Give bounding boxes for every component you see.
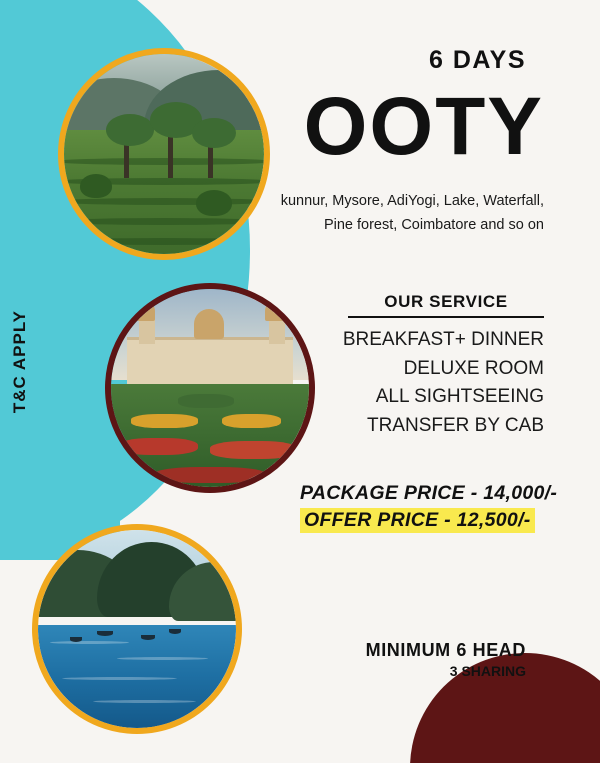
service-item: BREAKFAST+ DINNER <box>342 329 544 350</box>
tree-crown <box>106 114 154 146</box>
poster-content-column <box>278 0 568 763</box>
service-item: ALL SIGHTSEEING <box>375 386 544 407</box>
ooty-lake-image <box>38 530 236 728</box>
palace-dome <box>135 301 155 321</box>
tea-row <box>64 158 264 165</box>
duration-label: 6 DAYS <box>428 46 526 74</box>
water-ripple <box>117 657 208 660</box>
flower-bed <box>222 414 281 428</box>
tree-crown <box>192 118 236 148</box>
terms-and-conditions-note: T&C APPLY <box>10 310 29 414</box>
tea-row <box>64 218 264 225</box>
water-ripple <box>62 677 177 680</box>
tea-row <box>64 198 264 205</box>
service-list <box>278 326 544 440</box>
offer-price: OFFER PRICE - 12,500/- <box>300 508 535 533</box>
hedge <box>178 394 233 408</box>
tea-bush <box>80 174 112 198</box>
ooty-lake-photo <box>32 524 242 734</box>
boat <box>141 635 155 640</box>
boat <box>70 637 82 642</box>
flower-bed <box>119 438 198 456</box>
boat <box>169 629 181 634</box>
water-ripple <box>50 641 129 644</box>
service-heading: OUR SERVICE <box>348 292 544 318</box>
palace-tower <box>139 317 155 345</box>
flower-bed <box>155 467 266 483</box>
tea-bush <box>196 190 232 216</box>
price-block <box>300 482 568 533</box>
service-item: TRANSFER BY CAB <box>366 414 544 436</box>
places-list: kunnur, Mysore, AdiYogi, Lake, Waterfall, Pine forest, Coimbatore and so on <box>280 193 544 233</box>
service-item: DELUXE ROOM <box>403 357 544 379</box>
tea-plantation-image <box>64 54 264 254</box>
palace-dome <box>194 309 224 339</box>
tea-row <box>64 238 264 245</box>
package-price: PACKAGE PRICE - 14,000/- <box>300 482 558 504</box>
tea-plantation-photo <box>58 48 270 260</box>
destination-title: OOTY <box>303 81 544 172</box>
flower-bed <box>131 414 198 428</box>
minimum-head-label: MINIMUM 6 HEAD <box>365 640 526 660</box>
sharing-label: 3 SHARING <box>449 663 526 679</box>
